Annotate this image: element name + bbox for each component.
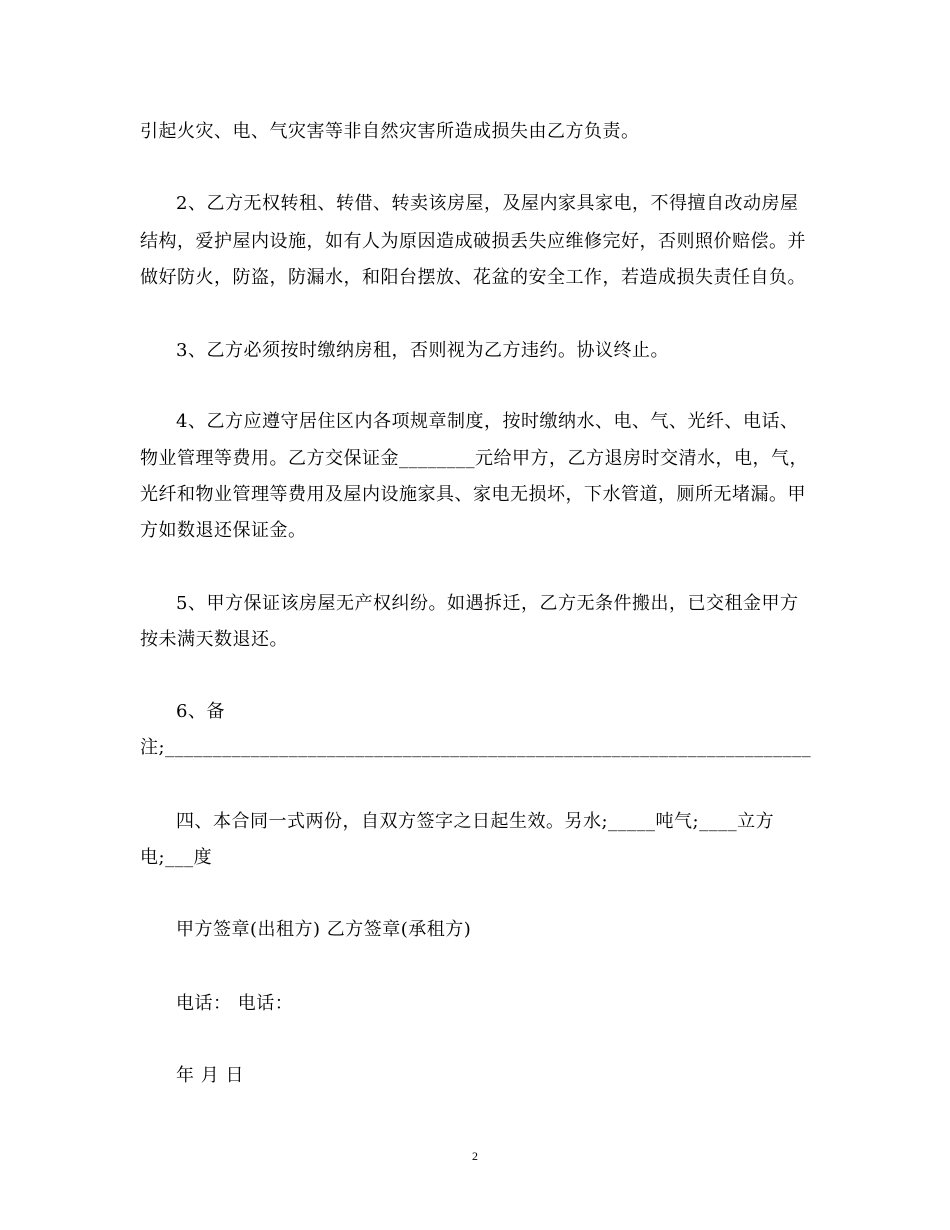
text-line-remarks: 注;____________________________________________________________________ [140,737,812,758]
text-line-fire-liability: 引起火灾、电、气灾害等非自然灾害所造成损失由乙方负责。 [140,121,640,142]
text-line-clause-2-cont-1: 结构，爱护屋内设施，如有人为原因造成破损丢失应维修完好，否则照价赔偿。并 [140,231,806,252]
page-number: 2 [472,1149,478,1163]
text-line-clause-2: 2、乙方无权转租、转借、转卖该房屋，及屋内家具家电，不得擅自改动房屋 [176,193,799,214]
text-line-clause-2-cont-2: 做好防火，防盗，防漏水，和阳台摆放、花盆的安全工作，若造成损失责任自负。 [140,267,806,288]
text-line-clause-3: 3、乙方必须按时缴纳房租，否则视为乙方违约。协议终止。 [176,340,669,361]
text-line-clause-4-cont-3: 方如数退还保证金。 [140,520,307,541]
text-line-clause-6: 6、备 [176,701,225,722]
text-line-clause-4-cont-2: 光纤和物业管理等费用及屋内设施家具、家电无损坏，下水管道，厕所无堵漏。甲 [140,484,806,505]
text-line-phones: 电话： 电话： [176,993,294,1014]
text-line-section-4-cont: 电;___度 [140,847,213,868]
text-line-clause-5: 5、甲方保证该房屋无产权纠纷。如遇拆迁，乙方无条件搬出，已交租金甲方 [176,593,799,614]
text-line-date: 年 月 日 [176,1065,244,1086]
text-line-clause-4-cont-1: 物业管理等费用。乙方交保证金________元给甲方，乙方退房时交清水，电，气， [140,448,808,469]
text-line-signatures: 甲方签章(出租方) 乙方签章(承租方) [176,919,472,940]
text-line-section-4: 四、本合同一式两份，自双方签字之日起生效。另水;_____吨气;____立方 [176,811,775,832]
text-line-clause-5-cont: 按未满天数退还。 [140,629,288,650]
text-line-clause-4: 4、乙方应遵守居住区内各项规章制度，按时缴纳水、电、气、光纤、电话、 [176,411,799,432]
